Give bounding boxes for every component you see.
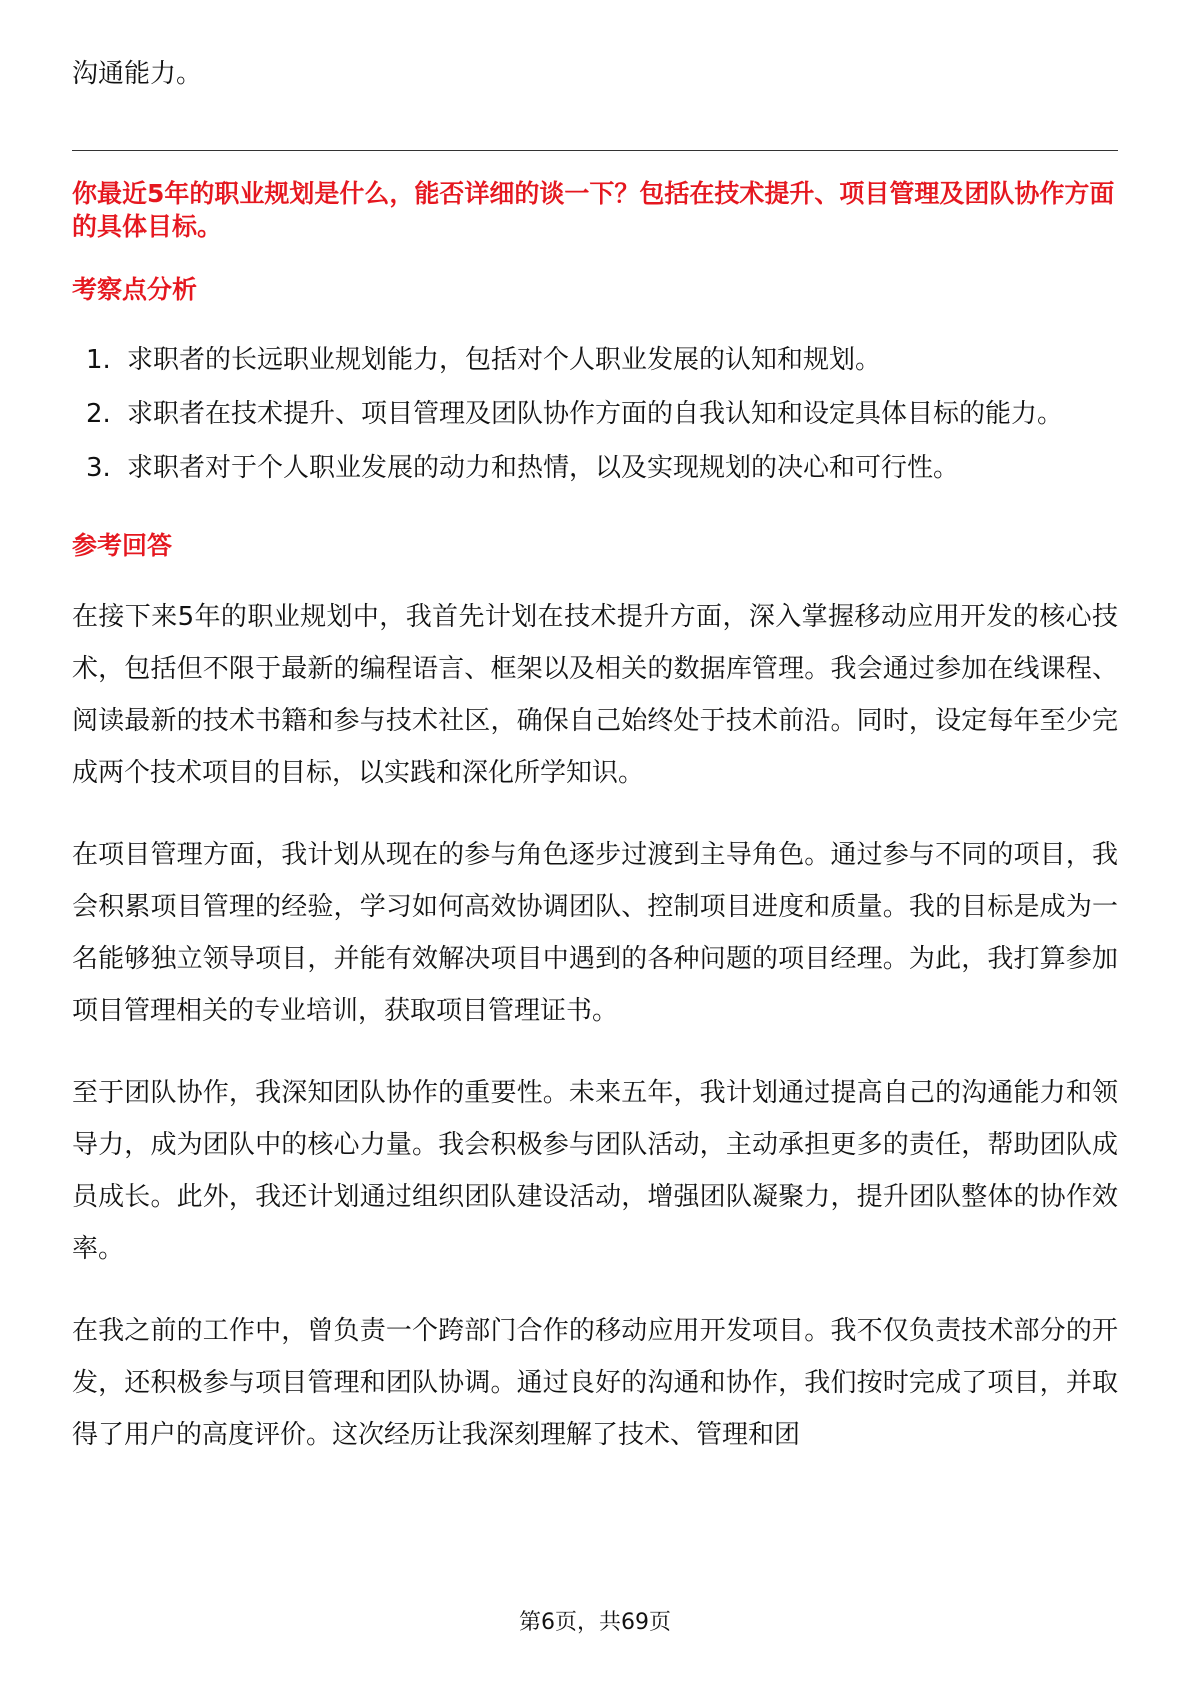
answer-heading: 参考回答 [72,531,173,560]
answer-paragraph: 在我之前的工作中，曾负责一个跨部门合作的移动应用开发项目。我不仅负责技术部分的开发，还积极参与项目管理和团队协调。通过良好的沟通和协作，我们按时完成了项目，并取得了用户的高度评价。这次经历让我深刻理解了技术、管理和团 [72,1316,1118,1450]
list-item-text: 求职者的长远职业规划能力，包括对个人职业发展的认知和规划。 [127,345,882,375]
list-item-number: 1. [86,345,111,375]
list-item [72,387,1118,441]
page-number-footer: 第6页，共69页 [519,1610,671,1635]
list-item-number: 2. [86,399,111,429]
interview-question: 你最近5年的职业规划是什么，能否详细的谈一下？包括在技术提升、项目管理及团队协作方面的具体目标。 [72,179,1115,241]
analysis-heading: 考察点分析 [72,275,198,304]
answer-body [72,591,1118,1461]
list-item-text: 求职者在技术提升、项目管理及团队协作方面的自我认知和设定具体目标的能力。 [127,399,1064,429]
section-divider [72,150,1118,151]
list-item-number: 3. [86,453,111,483]
list-item [72,333,1118,387]
answer-paragraph: 在项目管理方面，我计划从现在的参与角色逐步过渡到主导角色。通过参与不同的项目，我会积累项目管理的经验，学习如何高效协调团队、控制项目进度和质量。我的目标是成为一名能够独立领导项目，并能有效解决项目中遇到的各种问题的项目经理。为此，我打算参加项目管理相关的专业培训，获取项目管理证书。 [72,840,1118,1026]
answer-paragraph: 在接下来5年的职业规划中，我首先计划在技术提升方面，深入掌握移动应用开发的核心技术，包括但不限于最新的编程语言、框架以及相关的数据库管理。我会通过参加在线课程、阅读最新的技术书籍和参与技术社区，确保自己始终处于技术前沿。同时，设定每年至少完成两个技术项目的目标，以实践和深化所学知识。 [72,602,1118,788]
analysis-list [72,333,1118,495]
list-item [72,441,1118,495]
answer-paragraph: 至于团队协作，我深知团队协作的重要性。未来五年，我计划通过提高自己的沟通能力和领导力，成为团队中的核心力量。我会积极参与团队活动，主动承担更多的责任，帮助团队成员成长。此外，我还计划通过组织团队建设活动，增强团队凝聚力，提升团队整体的协作效率。 [72,1078,1118,1264]
page-content [72,48,1118,1491]
list-item-text: 求职者对于个人职业发展的动力和热情，以及实现规划的决心和可行性。 [127,453,960,483]
previous-answer-fragment: 沟通能力。 [72,59,203,89]
